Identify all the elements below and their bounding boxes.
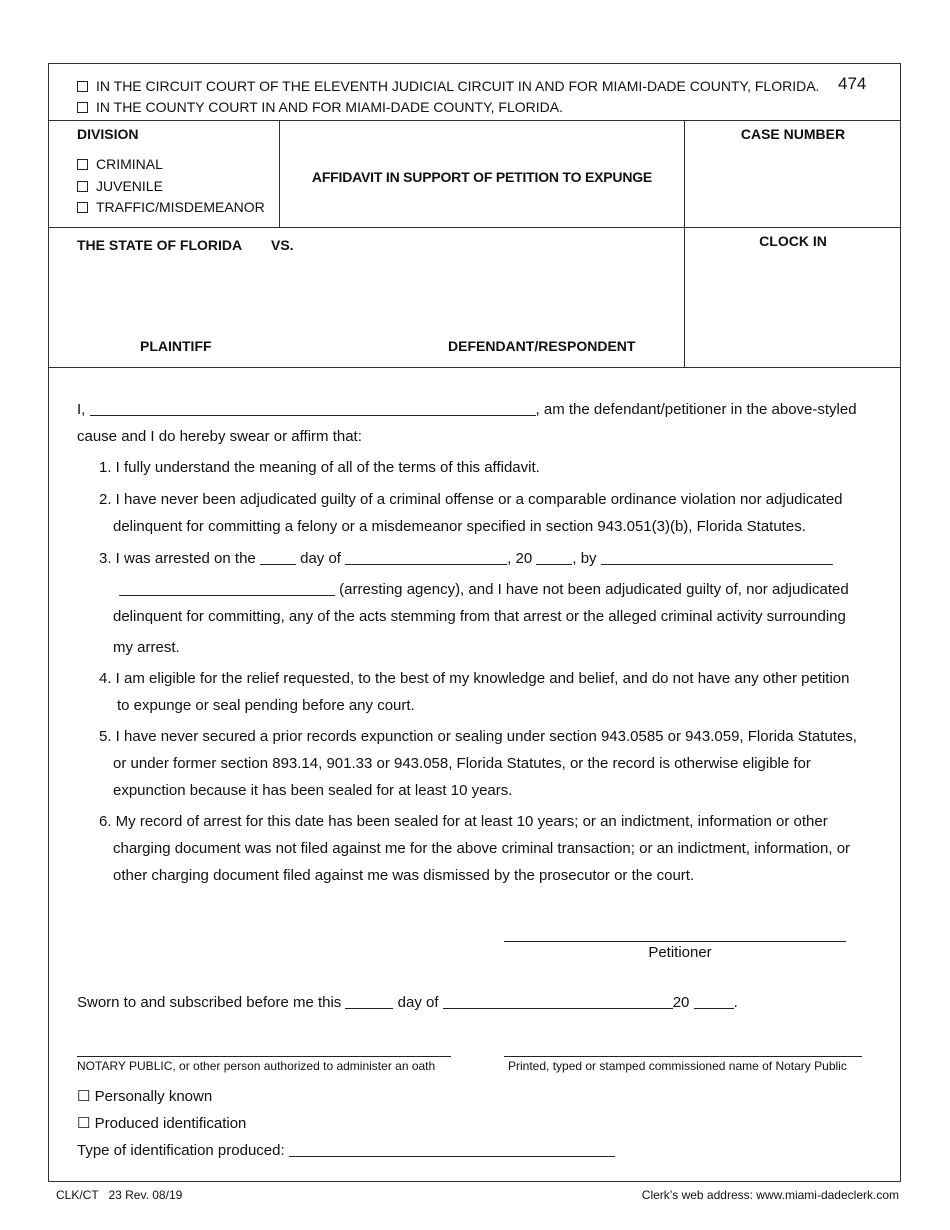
defendant-label: DEFENDANT/RESPONDENT bbox=[448, 338, 636, 354]
item-3-line-1: 3. I was arrested on the day of , 20 , by bbox=[99, 545, 833, 572]
form-number: 474 bbox=[838, 74, 867, 93]
item-6-line-2: charging document was not filed against me for the above criminal transaction; or an indictment, information, or bbox=[113, 840, 851, 857]
checkbox[interactable] bbox=[77, 181, 88, 192]
item-6-line-3: other charging document filed against me was dismissed by the prosecutor or the court. bbox=[113, 867, 695, 884]
id-type-line: Type of identification produced: bbox=[77, 1137, 615, 1164]
petitioner-name-field[interactable] bbox=[90, 401, 536, 416]
personally-known-option[interactable]: ☐ Personally known bbox=[77, 1088, 213, 1105]
clock-in-label: CLOCK IN bbox=[759, 233, 827, 249]
court-option-county[interactable]: IN THE COUNTY COURT IN AND FOR MIAMI-DADE COUNTY, FLORIDA. bbox=[77, 99, 563, 115]
division-label: DIVISION bbox=[77, 126, 139, 142]
arrest-day-field[interactable] bbox=[260, 550, 296, 565]
form-title: AFFIDAVIT IN SUPPORT OF PETITION TO EXPUNGE bbox=[311, 169, 653, 185]
plaintiff-label: PLAINTIFF bbox=[140, 338, 212, 354]
item-1: 1. I fully understand the meaning of all of the terms of this affidavit. bbox=[99, 459, 540, 476]
item-3-line-2: (arresting agency), and I have not been adjudicated guilty of, nor adjudicated bbox=[119, 576, 849, 603]
item-2-line-2: delinquent for committing a felony or a misdemeanor specified in section 943.051(3)(b), Florida Statutes. bbox=[113, 518, 806, 535]
item-4-line-2: to expunge or seal pending before any court. bbox=[117, 697, 415, 714]
item-5-line-1: 5. I have never secured a prior records expunction or sealing under section 943.0585 or 943.059, Florida Statutes, bbox=[99, 728, 857, 745]
checkbox[interactable] bbox=[77, 159, 88, 170]
divider bbox=[48, 227, 901, 228]
sworn-year-field[interactable] bbox=[694, 994, 734, 1009]
arrest-year-field[interactable] bbox=[536, 550, 572, 565]
arresting-agency-field[interactable] bbox=[119, 581, 335, 596]
vs-label: VS. bbox=[271, 237, 294, 253]
division-option-traffic[interactable]: TRAFFIC/MISDEMEANOR bbox=[77, 199, 265, 215]
id-type-field[interactable] bbox=[289, 1142, 615, 1157]
division-option-juvenile[interactable]: JUVENILE bbox=[77, 178, 163, 194]
printed-name-label: Printed, typed or stamped commissioned name of Notary Public bbox=[508, 1059, 847, 1073]
item-3-line-3: delinquent for committing, any of the acts stemming from that arrest or the alleged criminal activity surrounding bbox=[113, 608, 846, 625]
item-6-line-1: 6. My record of arrest for this date has been sealed for at least 10 years; or an indictment, information or other bbox=[99, 813, 828, 830]
petitioner-signature-field[interactable] bbox=[504, 941, 846, 942]
petitioner-label: Petitioner bbox=[648, 944, 712, 961]
sworn-line: Sworn to and subscribed before me this day of 20 . bbox=[77, 994, 738, 1011]
item-4-line-1: 4. I am eligible for the relief requested, to the best of my knowledge and belief, and do not have any other petition bbox=[99, 670, 850, 687]
clerk-web-address: Clerk’s web address: www.miami-dadeclerk.com bbox=[641, 1188, 899, 1202]
case-number-label: CASE NUMBER bbox=[740, 126, 846, 142]
checkbox[interactable] bbox=[77, 81, 88, 92]
item-2-line-1: 2. I have never been adjudicated guilty of a criminal offense or a comparable ordinance violation nor adjudicated bbox=[99, 491, 843, 508]
intro-line-2: cause and I do hereby swear or affirm that: bbox=[77, 428, 362, 445]
notary-label: NOTARY PUBLIC, or other person authorized to administer an oath bbox=[77, 1059, 436, 1073]
sworn-month-field[interactable] bbox=[443, 994, 673, 1009]
arrested-by-field[interactable] bbox=[601, 550, 833, 565]
state-label: THE STATE OF FLORIDA bbox=[77, 237, 243, 253]
intro-line: I, , am the defendant/petitioner in the above-styled bbox=[77, 401, 857, 418]
arrest-month-field[interactable] bbox=[345, 550, 507, 565]
checkbox[interactable] bbox=[77, 202, 88, 213]
divider bbox=[48, 120, 901, 121]
notary-printed-name-field[interactable] bbox=[504, 1056, 862, 1057]
item-5-line-3: expunction because it has been sealed for at least 10 years. bbox=[113, 782, 513, 799]
item-5-line-2: or under former section 893.14, 901.33 or 943.058, Florida Statutes, or the record is otherwise eligible for bbox=[113, 755, 811, 772]
notary-signature-field[interactable] bbox=[77, 1056, 451, 1057]
checkbox[interactable] bbox=[77, 102, 88, 113]
court-option-circuit[interactable]: IN THE CIRCUIT COURT OF THE ELEVENTH JUDICIAL CIRCUIT IN AND FOR MIAMI-DADE COUNTY, FLORIDA. bbox=[77, 78, 819, 94]
item-3-line-4: my arrest. bbox=[113, 639, 180, 656]
sworn-day-field[interactable] bbox=[345, 994, 393, 1009]
form-code: CLK/CT 23 Rev. 08/19 bbox=[56, 1188, 183, 1202]
produced-identification-option[interactable]: ☐ Produced identification bbox=[77, 1115, 247, 1132]
divider bbox=[48, 367, 901, 368]
division-option-criminal[interactable]: CRIMINAL bbox=[77, 156, 163, 172]
